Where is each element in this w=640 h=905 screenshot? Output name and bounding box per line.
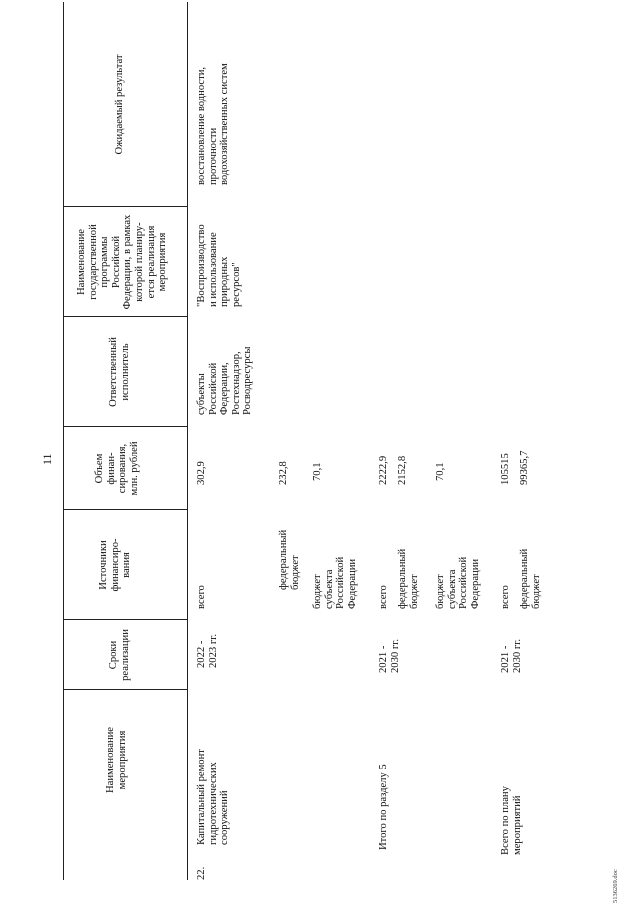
section5-src-federal: федеральный бюджет	[397, 548, 420, 609]
section5-val-total: 2222,9	[378, 455, 389, 485]
row22-executor: субъекты Российской Федерации, Ростехнадзор, Росводресурсы	[196, 346, 254, 415]
table-top-border	[63, 2, 64, 880]
row22-src-total: всего	[196, 585, 207, 609]
plan-total-val-federal: 99365,7	[519, 450, 530, 485]
section5-terms: 2021 - 2030 гг.	[378, 639, 401, 673]
plan-total-val-total: 105515	[500, 453, 511, 485]
header-bottom-border	[187, 2, 188, 880]
row22-src-subject: бюджет субъекта Российской Федерации	[312, 556, 358, 609]
plan-total-src-federal: федеральный бюджет	[519, 548, 542, 609]
header-sources: Источники финансиро- вания	[98, 538, 133, 592]
section5-val-subject: 70,1	[435, 462, 446, 481]
section5-name: Итого по разделу 5	[378, 764, 389, 850]
row22-program: "Воспроизводство и использование природных ресурсов"	[196, 224, 242, 307]
header-volume: Объем финан- сирования, млн. рублей	[94, 441, 140, 496]
section5-val-federal: 2152,8	[397, 455, 408, 485]
page-number: 11	[40, 453, 54, 465]
row22-terms: 2022 - 2023 гг.	[196, 634, 219, 668]
row22-name: Капитальный ремонт гидротехнических сооружений	[196, 749, 231, 845]
plan-total-name: Всего по плану мероприятий	[500, 786, 523, 855]
file-name: 5136269.doc	[612, 869, 619, 903]
header-terms: Сроки реализации	[108, 629, 131, 681]
row22-val-subject: 70,1	[312, 462, 323, 481]
row22-val-federal: 232,8	[278, 461, 289, 485]
row22-val-total: 302,9	[196, 461, 207, 485]
plan-total-terms: 2021 - 2030 гг.	[500, 639, 523, 673]
header-name: Наименование мероприятия	[105, 727, 128, 793]
section5-src-total: всего	[378, 585, 389, 609]
plan-total-src-total: всего	[500, 585, 511, 609]
row22-result: восстановление водности, проточности водохозяйственных систем	[196, 63, 231, 185]
row22-src-federal: федеральный бюджет	[278, 529, 301, 590]
header-program: Наименование государственной программы Российской Федерации, в рамках которой планиру- ется реализация мероприятия	[76, 214, 169, 310]
header-executor: Ответственный исполнитель	[108, 337, 131, 407]
header-result: Ожидаемый результат	[114, 54, 125, 155]
section5-src-subject: бюджет субъекта Российской Федерации	[435, 556, 481, 609]
row22-number: 22.	[196, 866, 207, 880]
